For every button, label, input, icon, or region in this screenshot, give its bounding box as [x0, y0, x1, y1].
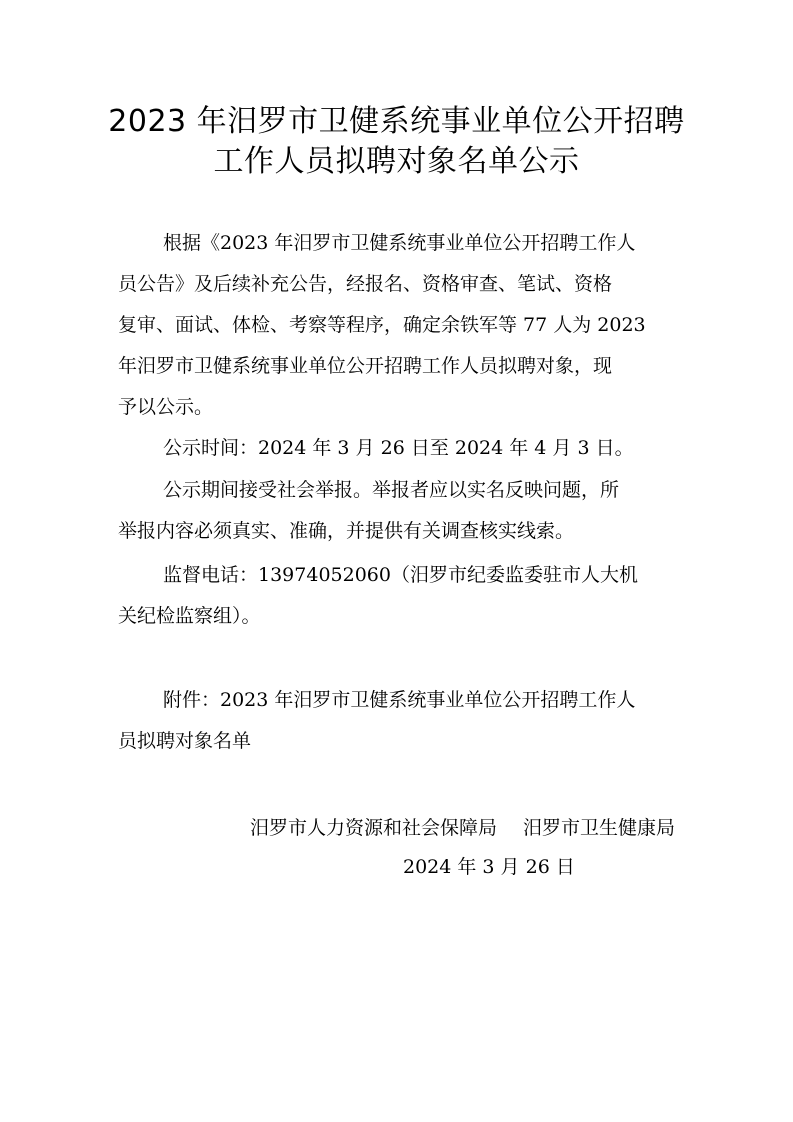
intro-line-2: 员公告》及后续补充公告，经报名、资格审查、笔试、资格: [118, 273, 613, 295]
signature-date: 2024 年 3 月 26 日: [403, 856, 575, 878]
report-line-2: 举报内容必须真实、准确，并提供有关调查核实线索。: [118, 520, 575, 542]
publicity-time: 公示时间：2024 年 3 月 26 日至 2024 年 4 月 3 日。: [163, 437, 634, 459]
intro-line-5: 予以公示。: [118, 396, 214, 418]
intro-line-3: 复审、面试、体检、考察等程序，确定余铁军等 77 人为 2023: [118, 314, 646, 336]
phone-line-1: 监督电话：13974052060（汨罗市纪委监委驻市人大机: [163, 564, 638, 586]
attachment-line-2: 员拟聘对象名单: [118, 730, 252, 752]
signature-org-hrss: 汨罗市人力资源和社会保障局: [249, 817, 497, 839]
intro-line-1: 根据《2023 年汨罗市卫健系统事业单位公开招聘工作人: [163, 232, 636, 254]
document-title-line-1: 2023 年汨罗市卫健系统事业单位公开招聘: [108, 104, 685, 139]
signature-org-health: 汨罗市卫生健康局: [522, 817, 675, 839]
report-line-1: 公示期间接受社会举报。举报者应以实名反映问题，所: [163, 479, 620, 501]
intro-line-4: 年汨罗市卫健系统事业单位公开招聘工作人员拟聘对象，现: [118, 355, 613, 377]
attachment-line-1: 附件：2023 年汨罗市卫健系统事业单位公开招聘工作人: [163, 689, 636, 711]
signature-organizations: [250, 808, 675, 849]
document-title-line-2: 工作人员拟聘对象名单公示: [213, 144, 580, 179]
phone-line-2: 关纪检监察组）。: [118, 605, 261, 627]
